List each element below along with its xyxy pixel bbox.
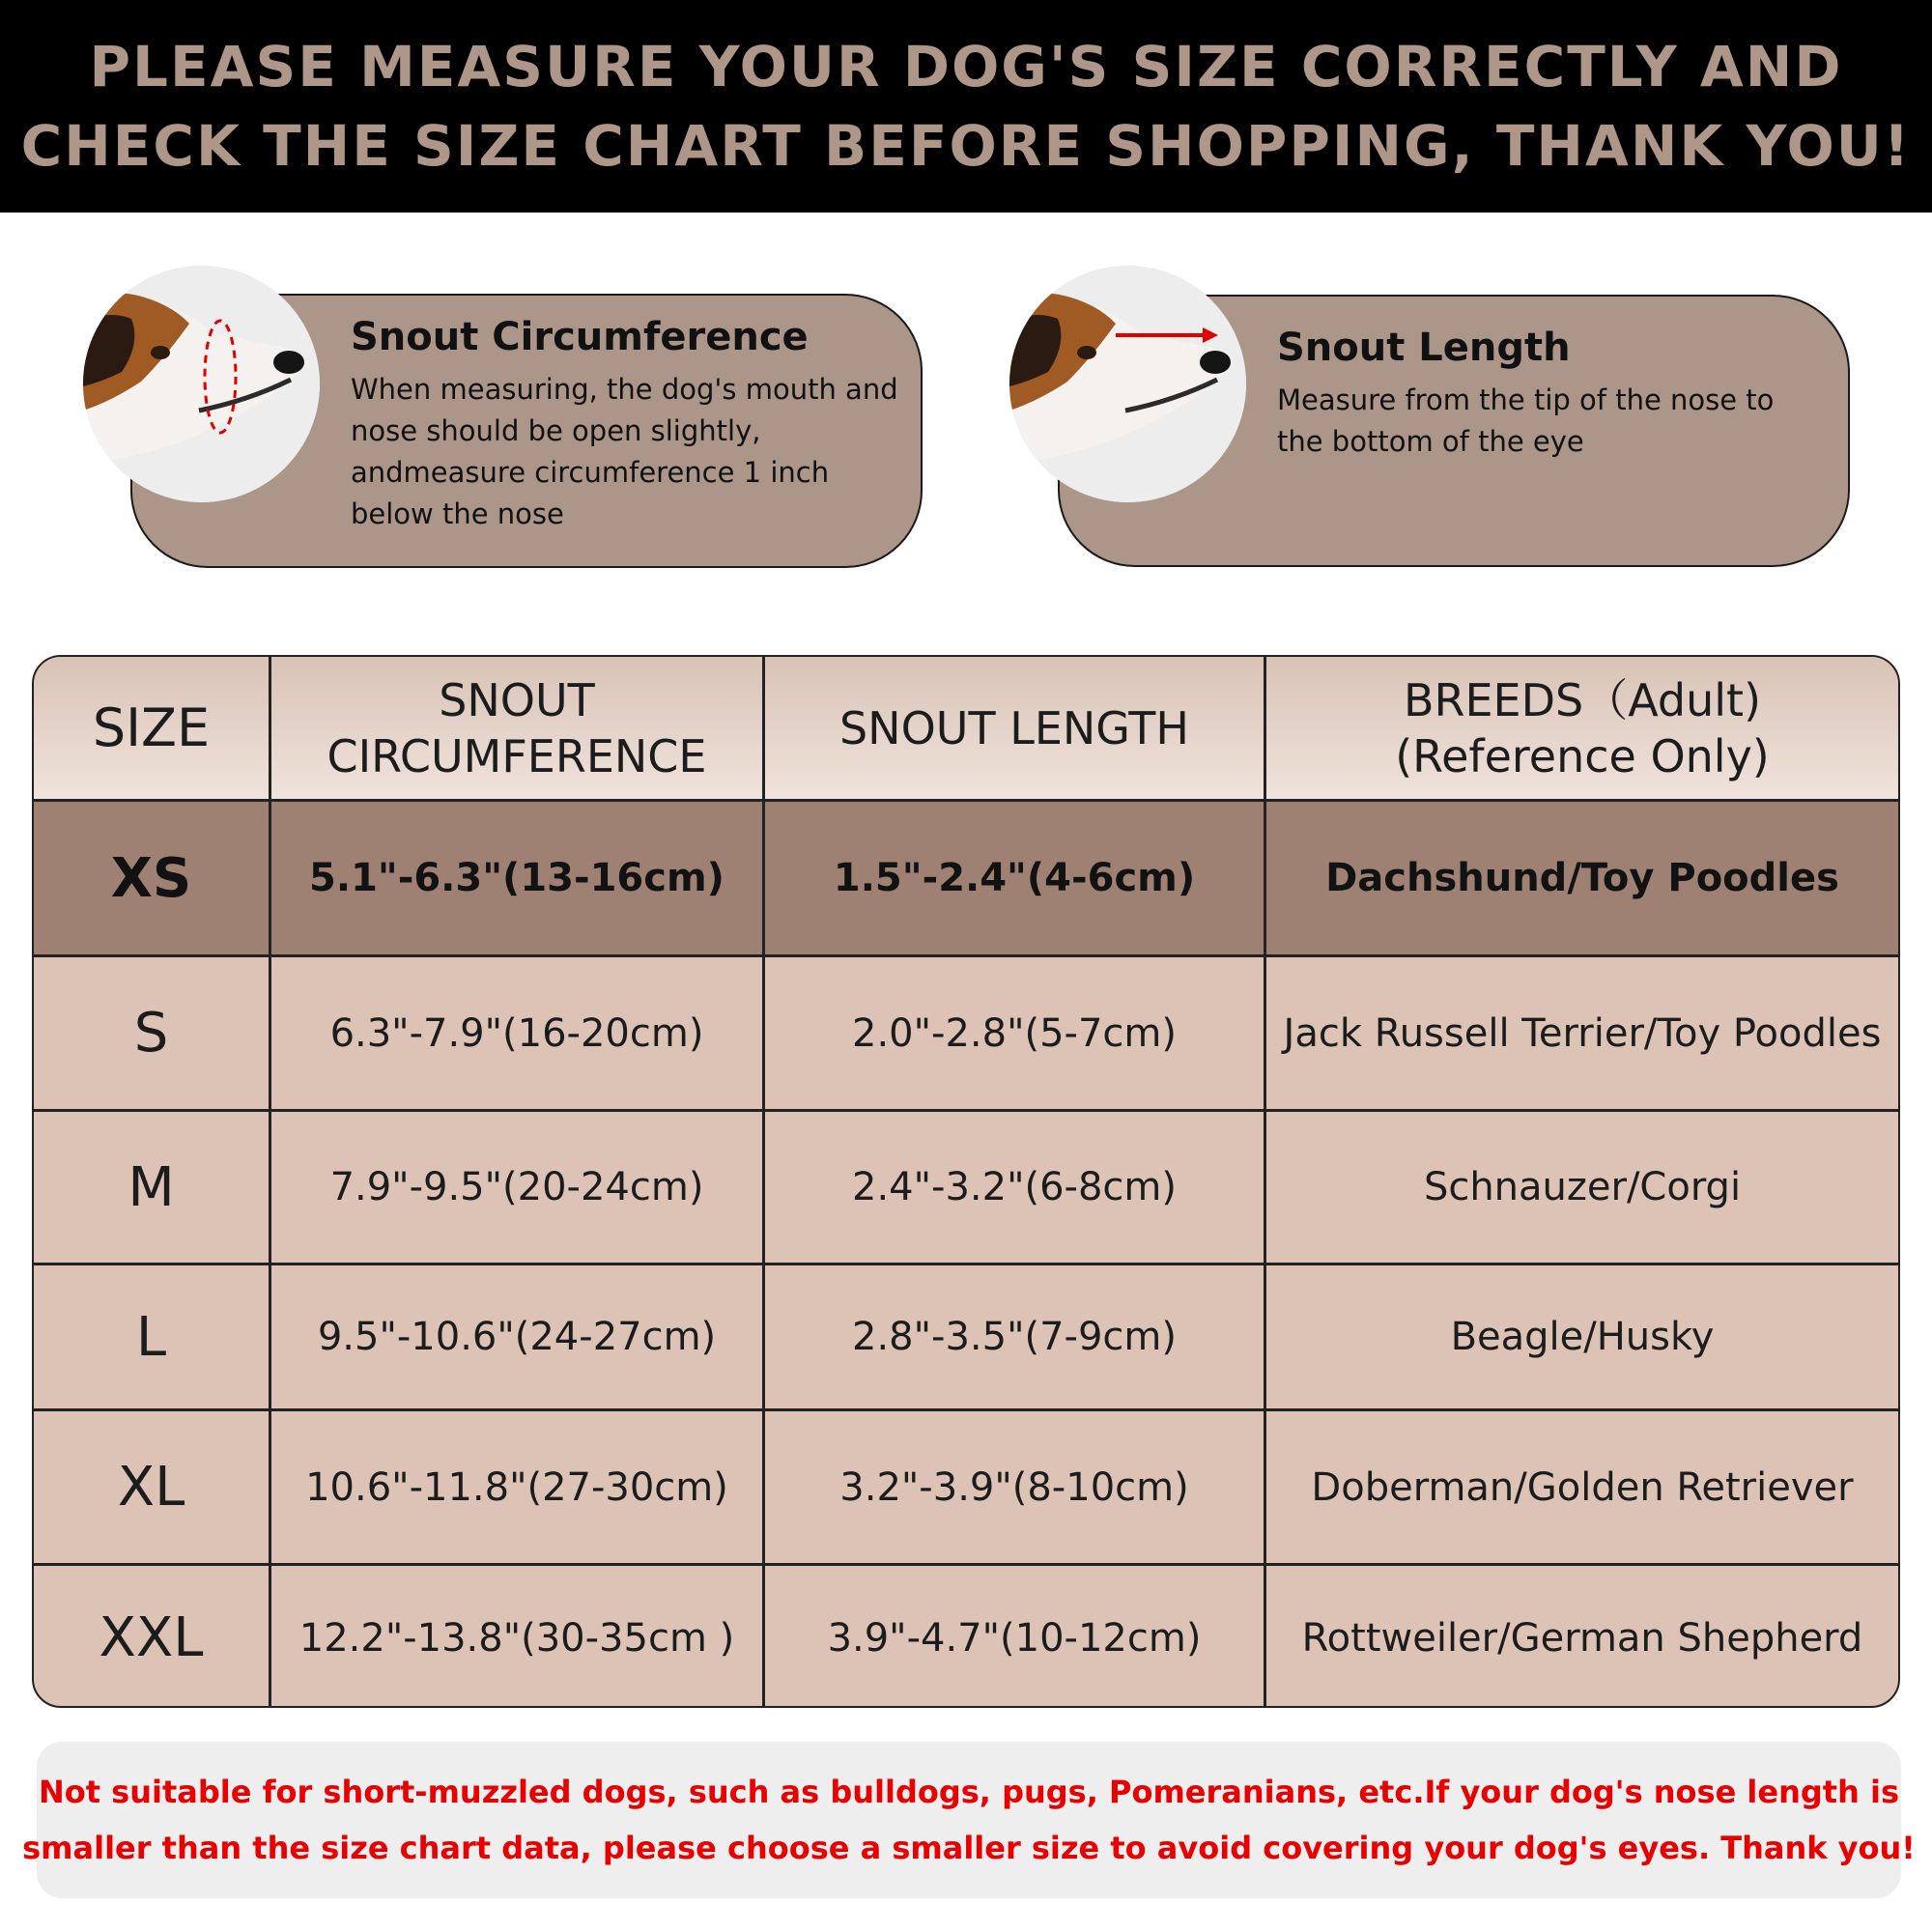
header-banner <box>0 0 1932 213</box>
header-circumference <box>271 657 765 799</box>
length-card-title: Snout Length <box>1277 326 1571 370</box>
header-breeds-line-1: BREEDS（Adult) <box>1403 673 1762 726</box>
circumference-cell: 5.1"-6.3"(13-16cm) <box>271 802 765 954</box>
table-row-s <box>34 957 1898 1112</box>
size-cell: XXL <box>34 1566 271 1708</box>
notice-line-2: smaller than the size chart data, please choose a smaller size to avoid covering your dog's eyes. Thank you! <box>22 1830 1916 1866</box>
table-header-row <box>34 657 1898 802</box>
table-row-m <box>34 1112 1898 1265</box>
header-size: SIZE <box>34 657 271 799</box>
size-cell: L <box>34 1265 271 1408</box>
dog-snout-length-photo <box>1009 266 1246 502</box>
header-breeds-line-2: (Reference Only) <box>1395 729 1770 782</box>
breeds-cell: Beagle/Husky <box>1450 1315 1715 1359</box>
circumference-cell: 6.3"-7.9"(16-20cm) <box>271 957 765 1109</box>
breeds-cell: Rottweiler/German Shepherd <box>1301 1615 1863 1661</box>
length-cell: 2.0"-2.8"(5-7cm) <box>765 957 1266 1109</box>
breeds-cell: Doberman/Golden Retriever <box>1311 1464 1854 1510</box>
fit-warning-notice <box>22 1742 1916 1898</box>
size-cell: M <box>34 1112 271 1263</box>
header-line-1: PLEASE MEASURE YOUR DOG'S SIZE CORRECTLY AND <box>89 34 1843 99</box>
circumference-cell: 12.2"-13.8"(30-35cm ) <box>271 1566 765 1708</box>
length-card-description: Measure from the tip of the nose to the bottom of the eye <box>1277 384 1775 458</box>
dog-snout-circumference-photo <box>83 266 320 502</box>
header-length: SNOUT LENGTH <box>765 657 1266 799</box>
circumference-cell: 10.6"-11.8"(27-30cm) <box>271 1411 765 1563</box>
size-cell: XS <box>34 802 271 954</box>
table-row-xs <box>34 802 1898 957</box>
length-cell: 1.5"-2.4"(4-6cm) <box>765 802 1266 954</box>
size-cell: XL <box>34 1411 271 1563</box>
circumference-cell: 9.5"-10.6"(24-27cm) <box>271 1265 765 1408</box>
size-cell: S <box>34 957 271 1109</box>
breeds-cell: Dachshund/Toy Poodles <box>1325 856 1839 900</box>
size-chart-table <box>32 655 1900 1708</box>
breeds-cell: Jack Russell Terrier/Toy Poodles <box>1283 1010 1882 1056</box>
length-cell: 2.4"-3.2"(6-8cm) <box>765 1112 1266 1263</box>
header-breeds <box>1266 657 1898 799</box>
length-cell: 3.2"-3.9"(8-10cm) <box>765 1411 1266 1563</box>
header-line-2: CHECK THE SIZE CHART BEFORE SHOPPING, THANK YOU! <box>20 113 1912 179</box>
header-circumference-line-1: SNOUT <box>439 673 595 726</box>
header-circumference-line-2: CIRCUMFERENCE <box>327 729 707 782</box>
table-row-xl <box>34 1411 1898 1566</box>
notice-line-1: Not suitable for short-muzzled dogs, such as bulldogs, pugs, Pomeranians, etc.If your dog's nose length is <box>38 1774 1900 1810</box>
circumference-card-description: When measuring, the dog's mouth and nose should be open slightly, andmeasure circumference 1 inch below the nose <box>351 373 898 530</box>
circumference-cell: 7.9"-9.5"(20-24cm) <box>271 1112 765 1263</box>
table-row-xxl <box>34 1566 1898 1708</box>
breeds-cell: Schnauzer/Corgi <box>1423 1165 1742 1209</box>
table-row-l <box>34 1265 1898 1411</box>
length-cell: 3.9"-4.7"(10-12cm) <box>765 1566 1266 1708</box>
circumference-card-title: Snout Circumference <box>351 315 809 359</box>
length-cell: 2.8"-3.5"(7-9cm) <box>765 1265 1266 1408</box>
